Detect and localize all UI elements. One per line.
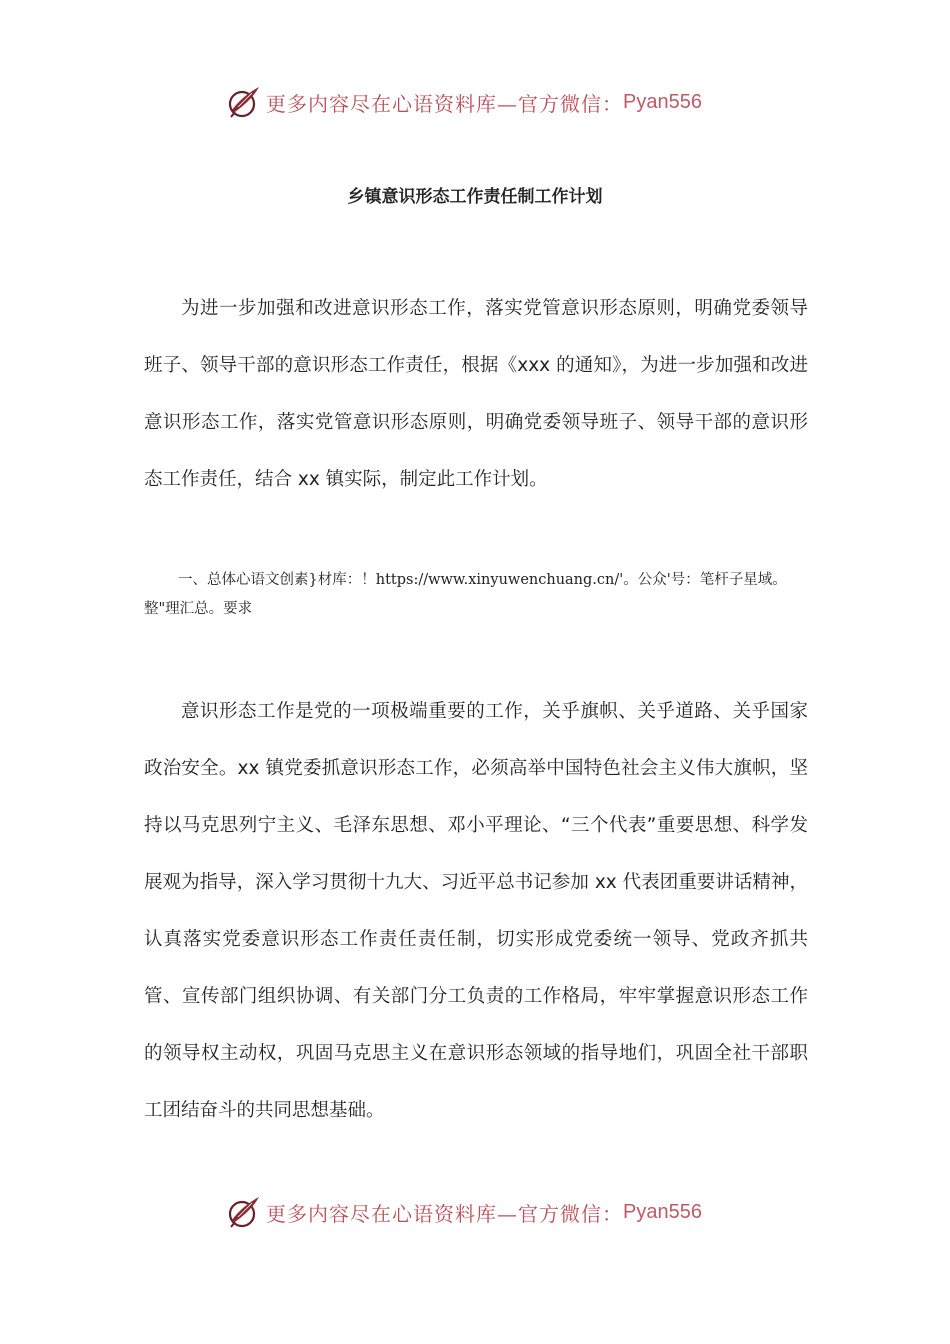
section-heading: 一、总体心语文创素}材库：！https://www.xinyuwenchuang.cn/'。公众'号：笔杆子星域。整"理汇总。要求 bbox=[144, 572, 787, 617]
banner-slogan: 更多内容尽在心语资料库—官方微信： bbox=[266, 91, 623, 116]
document-title: 乡镇意识形态工作责任制工作计划 bbox=[347, 187, 603, 207]
intro-paragraph: 为进一步加强和改进意识形态工作，落实党管意识形态原则，明确党委领导班子、领导干部的意识形态工作责任，根据《xxx 的通知》，为进一步加强和改进意识形态工作，落实党管意识形态原则，明确党委领导班子、领导干部的意识形态工作责任，结合 xx 镇实际，制定此工作计划。 bbox=[144, 298, 808, 490]
banner-slogan: 更多内容尽在心语资料库—官方微信： bbox=[266, 1201, 623, 1226]
banner-wechat-id: Pyan556 bbox=[623, 1200, 702, 1223]
footer-banner bbox=[226, 1192, 702, 1232]
quill-pen-logo-icon bbox=[226, 84, 262, 120]
banner-wechat-id: Pyan556 bbox=[623, 90, 702, 113]
body-paragraph: 意识形态工作是党的一项极端重要的工作，关乎旗帜、关乎道路、关乎国家政治安全。xx 镇党委抓意识形态工作，必须高举中国特色社会主义伟大旗帜，坚持以马克思列宁主义、毛泽东思想、邓小平理论、“三个代表”重要思想、科学发展观为指导，深入学习贯彻十九大、习近平总书记参加 xx 代表团重要讲话精神，认真落实党委意识形态工作责任责任制，切实形成党委统一领导、党政齐抓共管、宣传部门组织协调、有关部门分工负责的工作格局，牢牢掌握意识形态工作的领导权主动权，巩固马克思主义在意识形态领域的指导地们，巩固全社干部职工团结奋斗的共同思想基础。 bbox=[144, 701, 808, 1121]
quill-pen-logo-icon bbox=[226, 1194, 262, 1230]
header-banner bbox=[226, 82, 702, 122]
